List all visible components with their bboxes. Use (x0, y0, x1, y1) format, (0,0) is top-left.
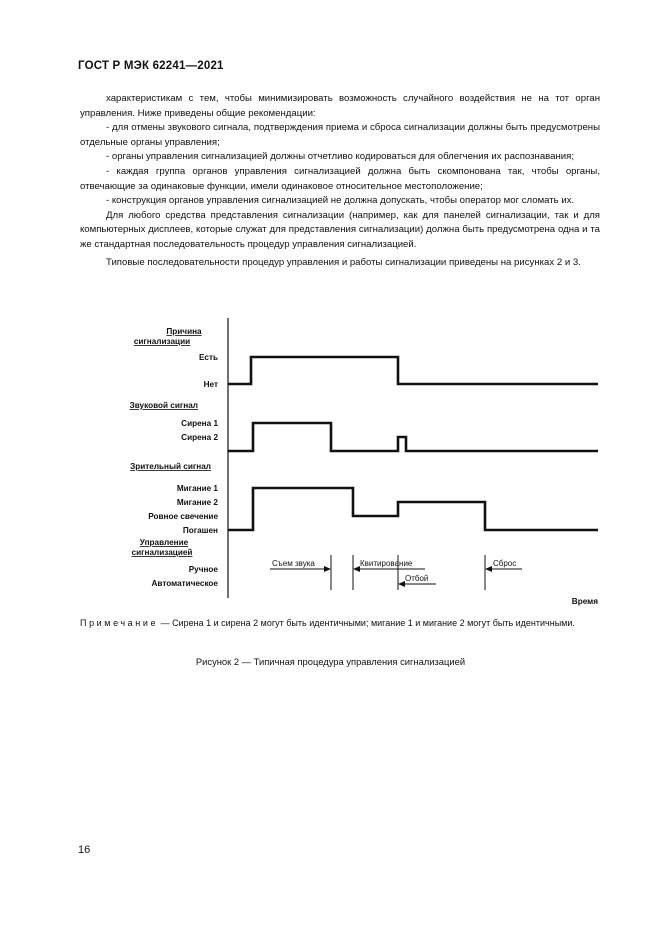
label-manual: Ручное (188, 565, 218, 574)
waveform-audio (228, 423, 598, 451)
arrowhead-ack (353, 566, 360, 572)
bullet-4: - конструкция органов управления сигнализацией не должна допускать, чтобы оператор мог сломать их. (106, 195, 575, 207)
event-label-silence: Съем звука (272, 559, 315, 568)
note-text: — Сирена 1 и сирена 2 могут быть идентичными; мигание 1 и мигание 2 могут быть идентичными. (158, 618, 575, 628)
arrowhead-cleared (398, 581, 405, 587)
event-label-ack: Квитирование (360, 559, 413, 568)
label-flash-2: Мигание 2 (176, 498, 218, 507)
bullet-1: - для отмены звукового сигнала, подтверждения приема и сброса сигнализации должны быть предусмотрены отдельные органы управления; (80, 122, 600, 148)
label-cause-no: Нет (203, 380, 218, 389)
label-time-axis: Время (571, 597, 598, 606)
figure-caption: Рисунок 2 — Типичная процедура управления сигнализацией (195, 656, 466, 667)
paragraph-2: Для любого средства представления сигнализации (например, как для панелей сигнализации, так и для компьютерных дисплеев, которые служат для представления сигнализации) должна быть предусмотрена одна и та же стандартная последовательность процедур управления сигнализацией. (80, 209, 600, 250)
label-flash-1: Мигание 1 (176, 484, 218, 493)
label-automatic: Автоматическое (151, 579, 218, 588)
paragraph-1: характеристикам с тем, чтобы минимизировать возможность случайного воздействия не на тот орган управления. Ниже приведены общие рекомендации: (80, 93, 600, 119)
note-prefix: Примечание (80, 618, 159, 628)
paragraph-3: Типовые последовательности процедур управления и работы сигнализации приведены на рисунках 2 и 3. (106, 256, 581, 268)
arrowhead-silence (324, 566, 331, 572)
group-label-audio: Звуковой сигнал (129, 401, 198, 410)
group-label-visual: Зрительный сигнал (130, 462, 211, 471)
group-label-cause-line2: сигнализации (133, 337, 191, 346)
waveform-visual (228, 488, 598, 530)
label-off: Погашен (182, 526, 218, 535)
group-label-cause-line1: Причина (166, 327, 202, 336)
group-label-control-line1: Управление (139, 538, 189, 547)
label-siren-2: Сирена 2 (181, 433, 218, 442)
label-cause-yes: Есть (198, 353, 218, 362)
waveform-cause (228, 357, 598, 384)
arrowhead-reset (485, 566, 492, 572)
document-header: ГОСТ Р МЭК 62241—2021 (78, 60, 224, 72)
event-label-reset: Сброс (493, 559, 517, 568)
page-number: 16 (78, 844, 91, 856)
label-steady: Ровное свечение (148, 512, 218, 521)
group-label-control-line2: сигнализацией (131, 548, 193, 557)
label-siren-1: Сирена 1 (181, 419, 218, 428)
bullet-2: - органы управления сигнализацией должны отчетливо кодироваться для облегчения их распознавания; (106, 151, 575, 163)
figure-note (80, 617, 614, 630)
event-label-cleared: Отбой (405, 574, 429, 583)
bullet-3: - каждая группа органов управления сигнализацией должна быть скомпонована так, чтобы органы, отвечающие за одинаковые функции, имели одинаковое относительное местоположение; (80, 165, 600, 192)
